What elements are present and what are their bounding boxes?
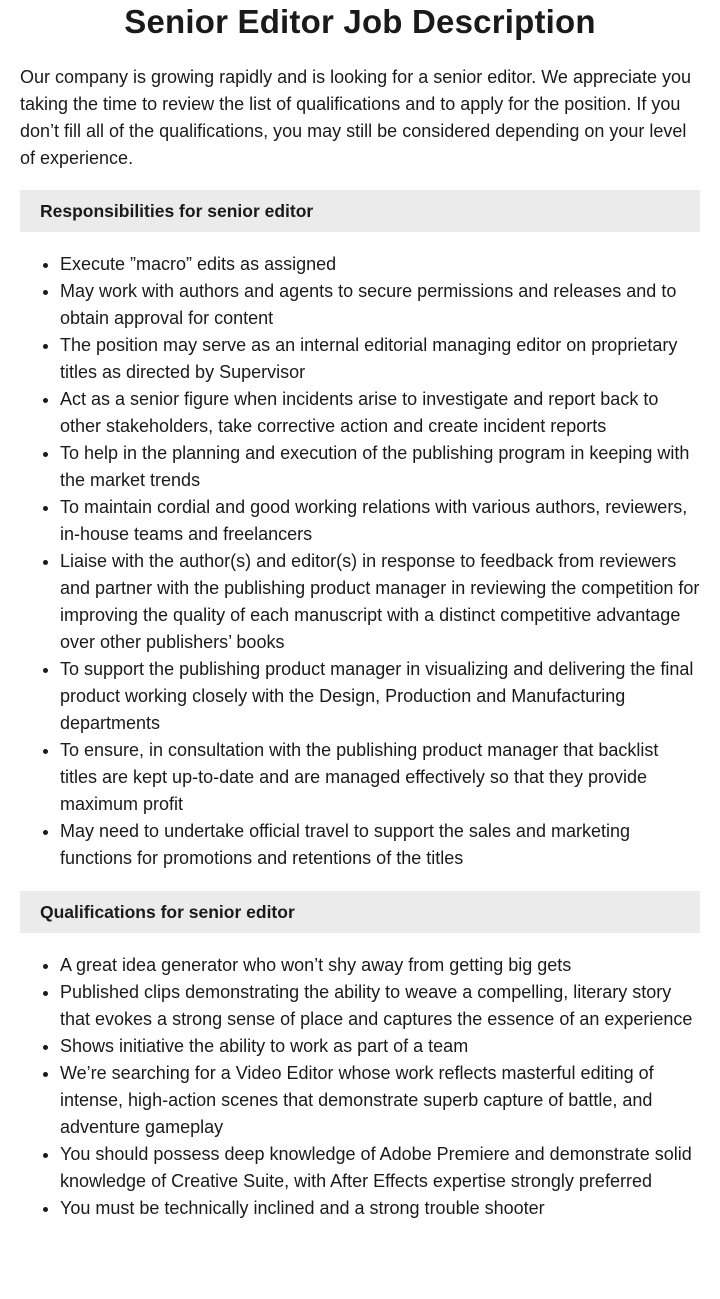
list-item: • To ensure, in consultation with the publishing product manager that backlist titles are kept up-to-date and are managed effectively so that they provide maximum profit (60, 737, 700, 818)
intro-paragraph: Our company is growing rapidly and is looking for a senior editor. We appreciate you taking the time to review the list of qualifications and to apply for the position. If you don’t fill all of the qualifications, you may still be considered depending on your level of experience. (20, 67, 692, 168)
list-item: • The position may serve as an internal editorial managing editor on proprietary titles as directed by Supervisor (60, 332, 700, 386)
page-title: Senior Editor Job Description (124, 3, 596, 40)
list-item: • To support the publishing product manager in visualizing and delivering the final product working closely with the Design, Production and Manufacturing departments (60, 656, 700, 737)
list-item: • You should possess deep knowledge of Adobe Premiere and demonstrate solid knowledge of Creative Suite, with After Effects expertise strongly preferred (60, 1141, 700, 1195)
list-item: • Published clips demonstrating the ability to weave a compelling, literary story that evokes a strong sense of place and captures the essence of an experience (60, 979, 700, 1033)
list-item: • Shows initiative the ability to work as part of a team (60, 1033, 700, 1060)
list-item: • Liaise with the author(s) and editor(s) in response to feedback from reviewers and partner with the publishing product manager in reviewing the competition for improving the quality of each manuscript with a distinct competitive advantage over other publishers’ books (60, 548, 700, 656)
list-item: • We’re searching for a Video Editor whose work reflects masterful editing of intense, high-action scenes that demonstrate superb capture of battle, and adventure gameplay (60, 1060, 700, 1141)
list-item: • May work with authors and agents to secure permissions and releases and to obtain approval for content (60, 278, 700, 332)
list-item: • A great idea generator who won’t shy away from getting big gets (60, 952, 700, 979)
list-item: • To help in the planning and execution of the publishing program in keeping with the market trends (60, 440, 700, 494)
qualifications-list (20, 952, 700, 1222)
list-item: • You must be technically inclined and a strong trouble shooter (60, 1195, 700, 1222)
qualifications-heading: Qualifications for senior editor (20, 891, 700, 933)
list-item: • Execute ”macro” edits as assigned (60, 251, 700, 278)
list-item: • Act as a senior figure when incidents arise to investigate and report back to other stakeholders, take corrective action and create incident reports (60, 386, 700, 440)
responsibilities-list (20, 251, 700, 872)
list-item: • To maintain cordial and good working relations with various authors, reviewers, in-house teams and freelancers (60, 494, 700, 548)
list-item: • May need to undertake official travel to support the sales and marketing functions for promotions and retentions of the titles (60, 818, 700, 872)
responsibilities-heading: Responsibilities for senior editor (20, 190, 700, 232)
